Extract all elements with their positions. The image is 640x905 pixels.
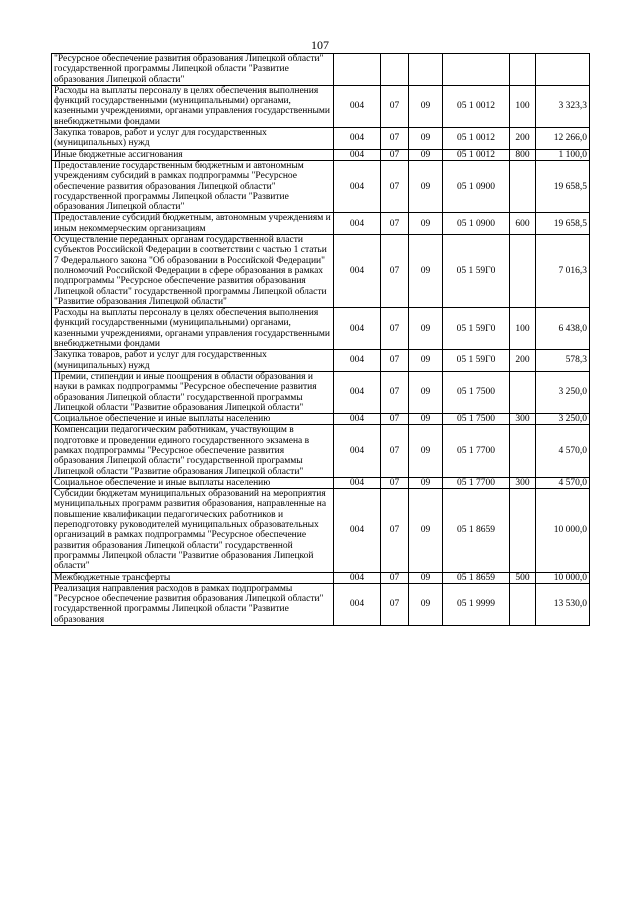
table-row (52, 425, 590, 477)
cell-department-code: 004 (334, 308, 381, 350)
cell-target-article: 05 1 0012 (443, 149, 510, 160)
cell-department-code: 004 (334, 477, 381, 488)
table-row (52, 128, 590, 150)
cell-description: Закупка товаров, работ и услуг для государственных (муниципальных) нужд (52, 350, 334, 372)
cell-amount: 1 100,0 (536, 149, 590, 160)
cell-amount: 10 000,0 (536, 489, 590, 572)
cell-department-code: 004 (334, 128, 381, 150)
cell-department-code: 004 (334, 350, 381, 372)
cell-description: Премии, стипендии и иные поощрения в области образования и науки в рамках подпрограммы "Ресурсное обеспечение развития образования Липецкой области" государственной программы Липецкой области "Развитие образования Липецкой области" (52, 371, 334, 413)
table-row (52, 414, 590, 425)
cell-section: 07 (381, 85, 409, 127)
cell-target-article: 05 1 0900 (443, 160, 510, 212)
table-row (52, 54, 590, 86)
cell-section: 07 (381, 489, 409, 572)
cell-target-article: 05 1 8659 (443, 489, 510, 572)
cell-description: Закупка товаров, работ и услуг для государственных (муниципальных) нужд (52, 128, 334, 150)
cell-subsection: 09 (409, 425, 443, 477)
cell-department-code: 004 (334, 160, 381, 212)
cell-target-article: 05 1 59Г0 (443, 308, 510, 350)
cell-amount: 13 530,0 (536, 583, 590, 625)
cell-description: Расходы на выплаты персоналу в целях обеспечения выполнения функций государственными (муниципальными) органами, казенными учреждениями, органами управления государственными внебюджетными фондами (52, 85, 334, 127)
cell-amount: 3 250,0 (536, 371, 590, 413)
table-row (52, 371, 590, 413)
cell-section: 07 (381, 371, 409, 413)
cell-target-article (443, 54, 510, 86)
cell-expense-type (510, 235, 536, 308)
cell-subsection: 09 (409, 414, 443, 425)
cell-description: Реализация направления расходов в рамках подпрограммы "Ресурсное обеспечение развития образования Липецкой области" государственной программы Липецкой области "Развитие образования (52, 583, 334, 625)
cell-subsection: 09 (409, 85, 443, 127)
cell-target-article: 05 1 0012 (443, 128, 510, 150)
cell-section: 07 (381, 414, 409, 425)
cell-amount: 19 658,5 (536, 160, 590, 212)
cell-amount: 19 658,5 (536, 213, 590, 235)
cell-description: Предоставление субсидий бюджетным, автономным учреждениям и иным некоммерческим организациям (52, 213, 334, 235)
cell-department-code: 004 (334, 414, 381, 425)
cell-expense-type: 800 (510, 149, 536, 160)
cell-amount: 10 000,0 (536, 572, 590, 583)
table-row (52, 235, 590, 308)
cell-subsection: 09 (409, 149, 443, 160)
table-row (52, 477, 590, 488)
table-row (52, 489, 590, 572)
cell-section: 07 (381, 477, 409, 488)
cell-amount: 4 570,0 (536, 477, 590, 488)
cell-section: 07 (381, 583, 409, 625)
cell-subsection: 09 (409, 572, 443, 583)
cell-expense-type (510, 371, 536, 413)
cell-department-code: 004 (334, 85, 381, 127)
cell-amount: 578,3 (536, 350, 590, 372)
cell-amount (536, 54, 590, 86)
cell-section: 07 (381, 425, 409, 477)
cell-target-article: 05 1 7700 (443, 477, 510, 488)
cell-subsection: 09 (409, 160, 443, 212)
cell-amount: 6 438,0 (536, 308, 590, 350)
cell-subsection (409, 54, 443, 86)
cell-subsection: 09 (409, 308, 443, 350)
cell-section: 07 (381, 128, 409, 150)
cell-section: 07 (381, 149, 409, 160)
cell-description: Компенсации педагогическим работникам, участвующим в подготовке и проведении единого государственного экзамена в рамках подпрограммы "Ресурсное обеспечение развития образования Липецкой области" государственной программы Липецкой области "Развитие образования Липецкой области" (52, 425, 334, 477)
cell-expense-type (510, 489, 536, 572)
table-row (52, 160, 590, 212)
cell-expense-type (510, 160, 536, 212)
cell-target-article: 05 1 7500 (443, 371, 510, 413)
page-number: 107 (311, 38, 329, 52)
cell-description: Социальное обеспечение и иные выплаты населению (52, 477, 334, 488)
cell-description: Предоставление государственным бюджетным и автономным учреждениям субсидий в рамках подпрограммы "Ресурсное обеспечение развития образования Липецкой области" государственной программы Липецкой области "Развитие образования Липецкой области" (52, 160, 334, 212)
cell-target-article: 05 1 59Г0 (443, 235, 510, 308)
cell-section: 07 (381, 160, 409, 212)
cell-subsection: 09 (409, 128, 443, 150)
table-row (52, 350, 590, 372)
cell-department-code: 004 (334, 572, 381, 583)
cell-expense-type: 600 (510, 213, 536, 235)
cell-description: Расходы на выплаты персоналу в целях обеспечения выполнения функций государственными (муниципальными) органами, казенными учреждениями, органами управления государственными внебюджетными фондами (52, 308, 334, 350)
cell-subsection: 09 (409, 489, 443, 572)
cell-amount: 12 266,0 (536, 128, 590, 150)
cell-subsection: 09 (409, 235, 443, 308)
cell-section: 07 (381, 235, 409, 308)
cell-description: Социальное обеспечение и иные выплаты населению (52, 414, 334, 425)
cell-expense-type: 200 (510, 350, 536, 372)
cell-expense-type (510, 583, 536, 625)
cell-department-code: 004 (334, 425, 381, 477)
cell-description: Субсидии бюджетам муниципальных образований на мероприятия муниципальных программ развития образования, направленные на повышение квалификации педагогических работников и переподготовку руководителей муниципальных образовательных организаций в рамках подпрограммы "Ресурсное обеспечение развития образования Липецкой области" государственной программы Липецкой области "Развитие образования Липецкой области" (52, 489, 334, 572)
table-row (52, 85, 590, 127)
cell-section: 07 (381, 572, 409, 583)
table-body (52, 54, 590, 626)
cell-target-article: 05 1 59Г0 (443, 350, 510, 372)
cell-department-code: 004 (334, 489, 381, 572)
cell-section: 07 (381, 350, 409, 372)
table-row (52, 583, 590, 625)
cell-section (381, 54, 409, 86)
cell-department-code: 004 (334, 583, 381, 625)
cell-subsection: 09 (409, 213, 443, 235)
cell-target-article: 05 1 7700 (443, 425, 510, 477)
cell-expense-type: 100 (510, 85, 536, 127)
cell-subsection: 09 (409, 477, 443, 488)
cell-target-article: 05 1 7500 (443, 414, 510, 425)
cell-description: Иные бюджетные ассигнования (52, 149, 334, 160)
table-row (52, 308, 590, 350)
cell-subsection: 09 (409, 350, 443, 372)
cell-expense-type: 100 (510, 308, 536, 350)
cell-amount: 4 570,0 (536, 425, 590, 477)
cell-description: Межбюджетные трансферты (52, 572, 334, 583)
cell-section: 07 (381, 308, 409, 350)
cell-target-article: 05 1 0012 (443, 85, 510, 127)
cell-subsection: 09 (409, 583, 443, 625)
cell-department-code (334, 54, 381, 86)
cell-department-code: 004 (334, 371, 381, 413)
cell-target-article: 05 1 8659 (443, 572, 510, 583)
cell-section: 07 (381, 213, 409, 235)
cell-department-code: 004 (334, 149, 381, 160)
cell-description: "Ресурсное обеспечение развития образования Липецкой области" государственной программы Липецкой области "Развитие образования Липецкой области" (52, 54, 334, 86)
cell-expense-type: 200 (510, 128, 536, 150)
cell-department-code: 004 (334, 235, 381, 308)
table-row (52, 572, 590, 583)
cell-amount: 3 323,3 (536, 85, 590, 127)
cell-subsection: 09 (409, 371, 443, 413)
cell-expense-type: 300 (510, 477, 536, 488)
cell-amount: 7 016,3 (536, 235, 590, 308)
table-row (52, 213, 590, 235)
cell-expense-type: 300 (510, 414, 536, 425)
table-row (52, 149, 590, 160)
cell-expense-type (510, 425, 536, 477)
cell-expense-type (510, 54, 536, 86)
cell-description: Осуществление переданных органам государственной власти субъектов Российской Федерации в соответствии с частью 1 статьи 7 Федерального закона "Об образовании в Российской Федерации" полномочий Российской Федерации в сфере образования в рамках подпрограммы "Ресурсное обеспечение развития образования Липецкой области" государственной программы Липецкой области "Развитие образования Липецкой области" (52, 235, 334, 308)
cell-target-article: 05 1 9999 (443, 583, 510, 625)
cell-expense-type: 500 (510, 572, 536, 583)
cell-target-article: 05 1 0900 (443, 213, 510, 235)
cell-department-code: 004 (334, 213, 381, 235)
cell-amount: 3 250,0 (536, 414, 590, 425)
budget-table (51, 53, 590, 626)
